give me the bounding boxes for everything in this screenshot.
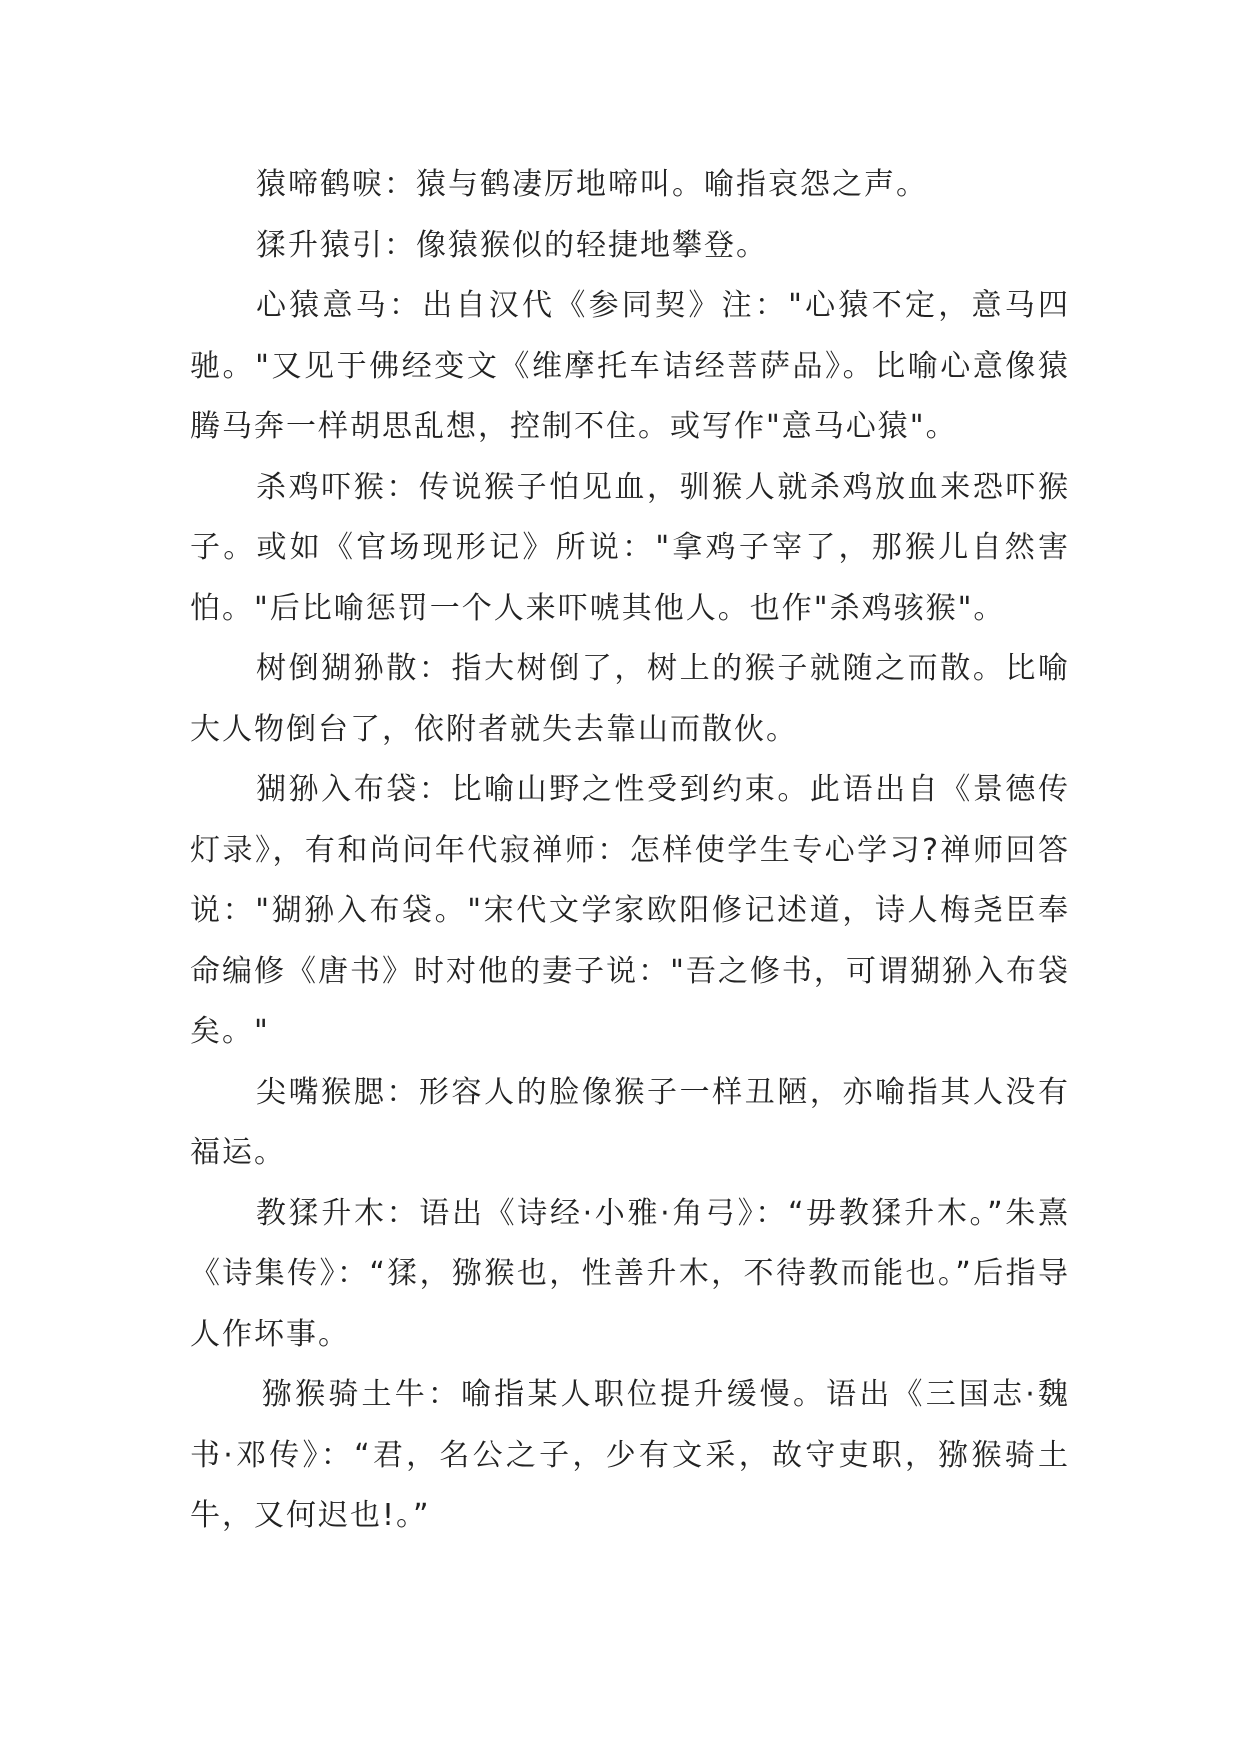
paragraph-sha-ji-xia-hou: 杀鸡吓猴：传说猴子怕见血，驯猴人就杀鸡放血来恐吓猴子。或如《官场现形记》所说："拿鸡子宰了，那猴儿自然害怕。"后比喻惩罚一个人来吓唬其他人。也作"杀鸡骇猴"。 [190, 469, 1070, 626]
paragraph-shu-dao-husun-san: 树倒猢狲散：指大树倒了，树上的猴子就随之而散。比喻大人物倒台了，依附者就失去靠山而散伙。 [190, 651, 1070, 747]
paragraph-jian-zui-hou-sai: 尖嘴猴腮：形容人的脸像猴子一样丑陋，亦喻指其人没有福运。 [190, 1074, 1070, 1170]
paragraph-yuan-ti-he-li: 猿啼鹤唳：猿与鹤凄厉地啼叫。喻指哀怨之声。 [256, 167, 928, 202]
paragraph-jiao-nao-sheng-mu: 教猱升木：语出《诗经·小雅·角弓》：“毋教猱升木。”朱熹《诗集传》：“猱，猕猴也，性善升木，不待教而能也。”后指导人作坏事。 [190, 1195, 1070, 1352]
paragraph-nao-sheng-yuan-yin: 猱升猿引：像猿猴似的轻捷地攀登。 [256, 227, 768, 263]
paragraph-husun-ru-budai: 猢狲入布袋：比喻山野之性受到约束。此语出自《景德传灯录》，有和尚问年代寂禅师：怎样使学生专心学习?禅师回答说："猢狲入布袋。"宋代文学家欧阳修记述道，诗人梅尧臣奉命编修《唐书》时对他的妻子说："吾之修书，可谓猢狲入布袋矣。" [190, 772, 1070, 1049]
paragraph-xin-yuan-yi-ma: 心猿意马：出自汉代《参同契》注："心猿不定，意马四驰。"又见于佛经变文《维摩托车诘经菩萨品》。比喻心意像猿腾马奔一样胡思乱想，控制不住。或写作"意马心猿"。 [190, 288, 1070, 444]
paragraph-mihou-qi-tuniu: 猕猴骑土牛：喻指某人职位提升缓慢。语出《三国志·魏书·邓传》：“君，名公之子，少有文采，故守吏职，猕猴骑土牛，又何迟也!。” [190, 1377, 1070, 1533]
document-body [190, 155, 1070, 1547]
